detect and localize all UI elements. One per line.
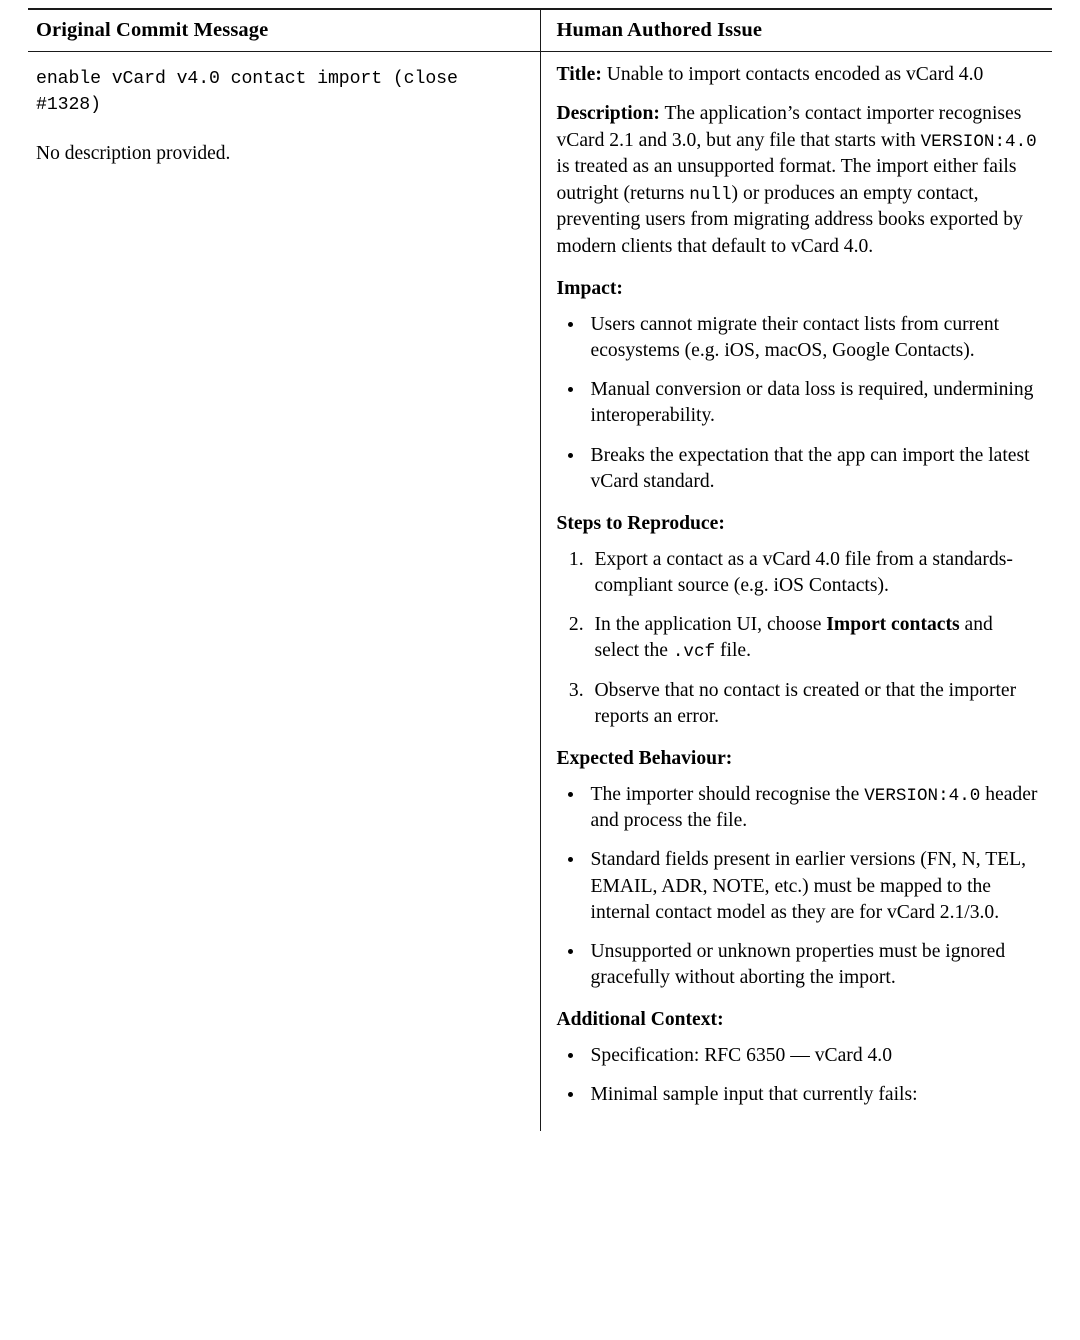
document-page [0,8,1080,1340]
comparison-table [28,8,1052,1131]
table-row [28,52,1052,1132]
issue-title-text: Unable to import contacts encoded as vCard 4.0 [601,64,984,85]
step2-part3: file. [715,640,751,662]
expected-behaviour-list [557,782,1043,991]
list-item: • Breaks the expectation that the app can import the latest vCard standard. [585,443,1043,495]
list-item: • Manual conversion or data loss is required, undermining interoperability. [585,377,1043,429]
commit-description-text: No description provided. [36,142,231,164]
expected1-part2: header and process the file. [590,783,1038,832]
column-header-commit-message: Original Commit Message [36,19,269,41]
issue-description-part1: The application’s contact importer recognises vCard 2.1 and 3.0, but any file that starts with [556,103,1022,151]
step2-part1: In the application UI, choose [594,614,827,635]
table-body [28,52,1052,1132]
expected-behaviour-heading: Expected Behaviour: [556,747,733,769]
expected1-code-version: VERSION:4.0 [864,785,981,806]
list-item [585,782,1043,835]
issue-description-part2: is treated as an unsupported format. The import either fails outright (returns [556,156,1017,204]
steps-list [557,547,1043,730]
commit-message-text: enable vCard v4.0 contact import (close #1328) [36,69,458,116]
step2-import-contacts-label: Import contacts [826,614,960,635]
additional-context-heading: Additional Context: [556,1009,724,1031]
list-item: • Standard fields present in earlier versions (FN, N, TEL, EMAIL, ADR, NOTE, etc.) must be mapped to the internal contact model as they are for vCard 2.1/3.0. [585,847,1043,925]
list-item: • Unsupported or unknown properties must be ignored gracefully without aborting the import. [585,939,1043,991]
issue-description-label: Description: [556,103,660,125]
issue-description-code-version: VERSION:4.0 [920,131,1037,152]
issue-description-code-null: null [689,184,732,205]
step2-code-vcf: .vcf [672,642,716,663]
column-header-human-issue: Human Authored Issue [540,9,1052,52]
list-item [589,612,1043,665]
issue-description-part3: ) or produces an empty contact, preventing users from migrating address books exported by modern clients that default to vCard 4.0. [556,182,1023,257]
list-item: 3. Observe that no contact is created or that the importer reports an error. [589,678,1043,730]
issue-title-label: Title: [556,64,602,85]
additional-context-list [557,1043,1043,1108]
table-header-row [28,9,1052,52]
step2-part2: and select the [594,614,993,662]
table-header [28,9,1052,52]
impact-heading: Impact: [556,278,623,300]
issue-title-paragraph [557,62,1043,88]
list-item: • Users cannot migrate their contact lists from current ecosystems (e.g. iOS, macOS, Google Contacts). [585,312,1043,364]
expected1-part1: The importer should recognise the [590,783,865,805]
issue-description-paragraph [557,101,1043,260]
commit-message-cell [28,52,540,1132]
human-issue-cell [540,52,1052,1132]
list-item: • Specification: RFC 6350 — vCard 4.0 [585,1043,1043,1069]
list-item: 1. Export a contact as a vCard 4.0 file from a standards-compliant source (e.g. iOS Contacts). [589,547,1043,599]
impact-list [557,312,1043,495]
list-item: • Minimal sample input that currently fails: [585,1082,1043,1108]
steps-heading: Steps to Reproduce: [556,512,725,534]
